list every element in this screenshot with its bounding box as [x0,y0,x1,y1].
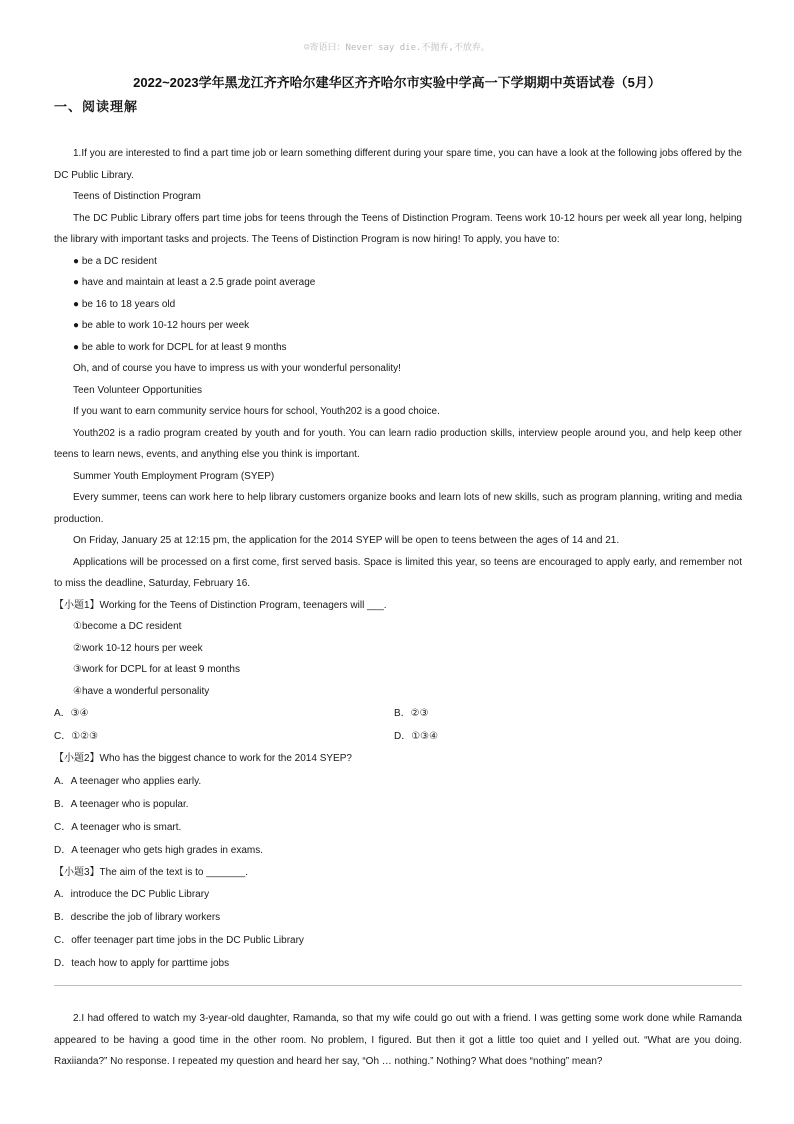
option-c[interactable]: C．offer teenager part time jobs in the DC Public Library [54,935,304,946]
passage-heading: Teen Volunteer Opportunities [73,384,202,396]
option-d[interactable]: D．teach how to apply for parttime jobs [54,958,230,969]
question-stem: 【小题2】Who has the biggest chance to work for the 2014 SYEP? [54,753,352,764]
question-stem: 【小题3】The aim of the text is to _______. [54,866,248,878]
option-a[interactable]: A．A teenager who applies early. [54,775,202,787]
bullet-item: ● be able to work for DCPL for at least 9 months [73,341,287,353]
passage-paragraph: On Friday, January 25 at 12:15 pm, the application for the 2014 SYEP will be open to teens between the ages of 14 and 21. [73,535,620,546]
bullet-item: ● be able to work 10-12 hours per week [73,320,250,331]
option-d[interactable]: D．A teenager who gets high grades in exams. [54,844,264,856]
passage-paragraph: Youth202 is a radio program created by youth and for youth. You can learn radio production skills, interview people around you, and help keep other teens to learn news, events, and anything else you think is important. [54,427,742,460]
section-heading: 一、阅读理解 [54,99,139,114]
passage-heading: Summer Youth Employment Program (SYEP) [73,470,275,482]
question-item: ④have a wonderful personality [73,685,210,697]
bullet-item: ● have and maintain at least a 2.5 grade point average [73,277,316,288]
page-title: 2022~2023学年黑龙江齐齐哈尔建华区齐齐哈尔市实验中学高一下学期期中英语试卷（5月） [133,75,661,90]
option-b[interactable]: B．A teenager who is popular. [54,798,189,810]
question-item: ③work for DCPL for at least 9 months [73,664,240,675]
section-divider [54,985,742,986]
passage-paragraph: Applications will be processed on a first come, first served basis. Space is limited this year, so teens are encouraged to apply early, and remember not to miss the deadline, Saturday, February 16. [54,556,742,589]
passage-paragraph: The DC Public Library offers part time jobs for teens through the Teens of Distinction Program. Teens work 10-12 hours per week all year long, helping the library with important tasks and projects. The Teens of Distinction Program is now hiring! To apply, you have to: [54,212,742,245]
option-c[interactable]: C．A teenager who is smart. [54,821,182,833]
question-item: ①become a DC resident [73,621,182,632]
passage-heading: Teens of Distinction Program [73,191,201,202]
passage-paragraph: Every summer, teens can work here to help library customers organize books and learn lots of new skills, such as program planning, writing and media production. [54,492,742,525]
option-b[interactable]: B．②③ [394,708,429,719]
passage-paragraph: If you want to earn community service hours for school, Youth202 is a good choice. [73,406,440,417]
header-motto: ☺寄语曰：Never say die.不抛弃,不放弃。 [304,43,490,53]
question-stem: 【小题1】Working for the Teens of Distinction Program, teenagers will ___. [54,599,387,611]
option-a[interactable]: A．introduce the DC Public Library [54,889,210,900]
option-row [54,702,742,725]
passage-1 [54,143,742,975]
option-a[interactable]: A．③④ [54,708,89,719]
option-row [54,725,742,748]
passage-2 [54,1008,742,1073]
question-item: ②work 10-12 hours per week [73,642,203,654]
option-c[interactable]: C．①②③ [54,731,99,742]
passage-paragraph: Oh, and of course you have to impress us with your wonderful personality! [73,363,401,374]
option-b[interactable]: B．describe the job of library workers [54,912,221,923]
bullet-item: ● be 16 to 18 years old [73,298,176,310]
bullet-item: ● be a DC resident [73,255,157,267]
passage-paragraph: 2.I had offered to watch my 3-year-old daughter, Ramanda, so that my wife could go out with a friend. I was getting some work done while Ramanda appeared to be having a good time in the other room. No problem, I figured. But then it got a little too quiet and I yelled out. “What are you doing. Raxiianda?” No response. I repeated my question and heard her say, “Oh … nothing.” Nothing? What does “nothing” mean? [54,1013,742,1067]
option-d[interactable]: D．①③④ [394,731,439,742]
passage-intro: 1.If you are interested to find a part time job or learn something different during your spare time, you can have a look at the following jobs offered by the DC Public Library. [54,148,742,181]
